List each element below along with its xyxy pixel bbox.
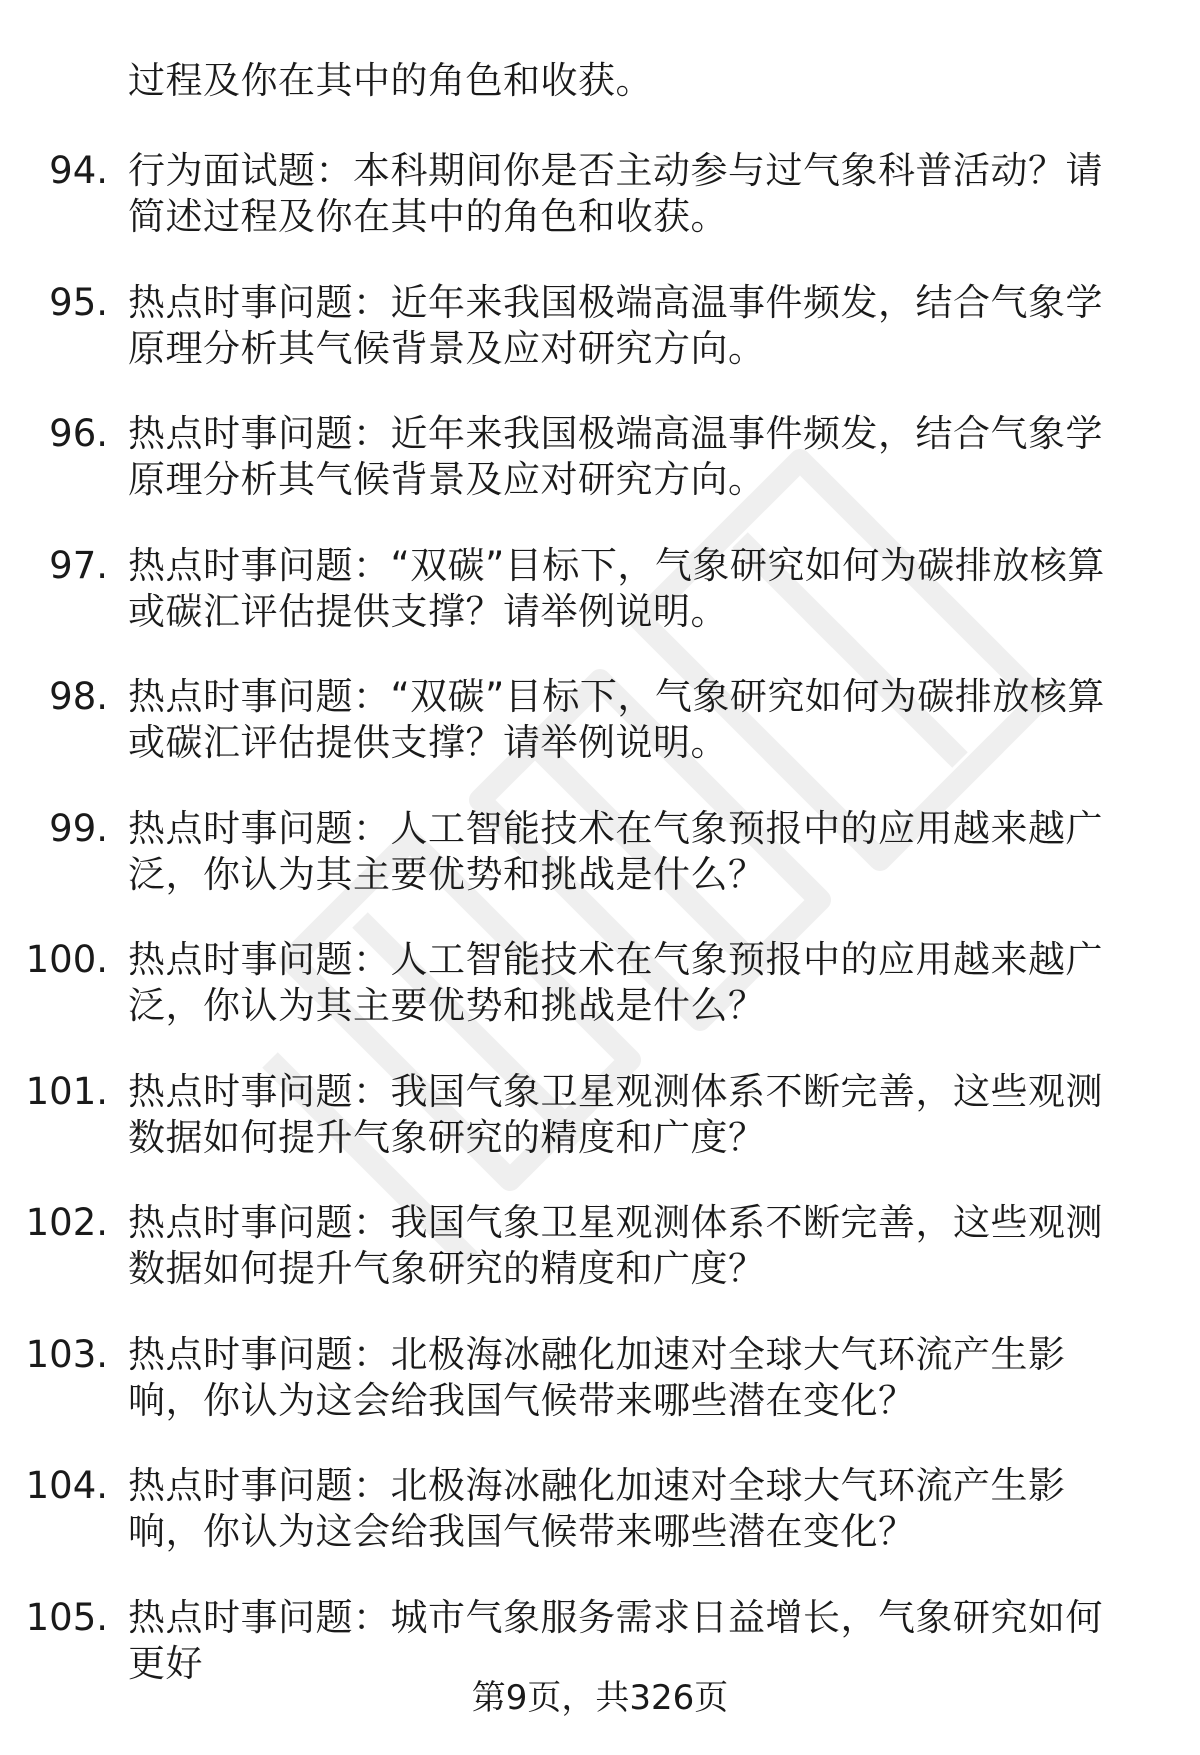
question-number: 96. [49, 412, 108, 455]
question-item [0, 280, 1200, 412]
question-number: 105. [25, 1595, 108, 1639]
question-item [0, 1069, 1200, 1201]
question-item [0, 806, 1200, 938]
question-number: 95. [49, 280, 108, 324]
page-footer: 第9页，共326页 [471, 1678, 729, 1718]
question-text: 热点时事问题：北极海冰融化加速对全球大气环流产生影响，你认为这会给我国气候带来哪些潜在变化？ [128, 1332, 1066, 1422]
question-number: 99. [49, 806, 108, 850]
continued-text-line: 过程及你在其中的角色和收获。 [128, 59, 653, 102]
question-text: 热点时事问题：近年来我国极端高温事件频发，结合气象学原理分析其气候背景及应对研究方向。 [128, 412, 1103, 501]
question-item [0, 543, 1200, 675]
question-number: 94. [49, 149, 108, 192]
question-number: 101. [25, 1069, 108, 1113]
question-number: 103. [25, 1332, 108, 1376]
question-number: 98. [49, 675, 108, 718]
question-text: 热点时事问题：我国气象卫星观测体系不断完善，这些观测数据如何提升气象研究的精度和广度？ [128, 1201, 1103, 1290]
question-item [0, 1463, 1200, 1595]
question-text: 热点时事问题：人工智能技术在气象预报中的应用越来越广泛，你认为其主要优势和挑战是什么？ [128, 806, 1103, 896]
question-text: 热点时事问题：我国气象卫星观测体系不断完善，这些观测数据如何提升气象研究的精度和广度？ [128, 1069, 1103, 1159]
question-item [0, 674, 1200, 806]
question-text: 热点时事问题：“双碳”目标下，气象研究如何为碳排放核算或碳汇评估提供支撑？请举例说明。 [128, 675, 1105, 764]
question-number: 102. [25, 1201, 108, 1244]
question-number: 100. [25, 938, 108, 981]
question-number: 104. [25, 1464, 108, 1507]
question-text: 行为面试题：本科期间你是否主动参与过气象科普活动？请简述过程及你在其中的角色和收获。 [128, 149, 1103, 238]
question-text: 热点时事问题：“双碳”目标下，气象研究如何为碳排放核算或碳汇评估提供支撑？请举例说明。 [128, 543, 1105, 633]
question-list [0, 148, 1200, 1726]
question-text: 热点时事问题：近年来我国极端高温事件频发，结合气象学原理分析其气候背景及应对研究方向。 [128, 280, 1103, 370]
question-text: 热点时事问题：北极海冰融化加速对全球大气环流产生影响，你认为这会给我国气候带来哪些潜在变化？ [128, 1464, 1066, 1553]
question-text: 热点时事问题：城市气象服务需求日益增长，气象研究如何更好 [128, 1595, 1103, 1685]
question-item [0, 1200, 1200, 1332]
question-number: 97. [49, 543, 108, 587]
question-item [0, 937, 1200, 1069]
question-text: 热点时事问题：人工智能技术在气象预报中的应用越来越广泛，你认为其主要优势和挑战是什么？ [128, 938, 1103, 1027]
question-item [0, 411, 1200, 543]
question-item [0, 148, 1200, 280]
question-item [0, 1332, 1200, 1464]
